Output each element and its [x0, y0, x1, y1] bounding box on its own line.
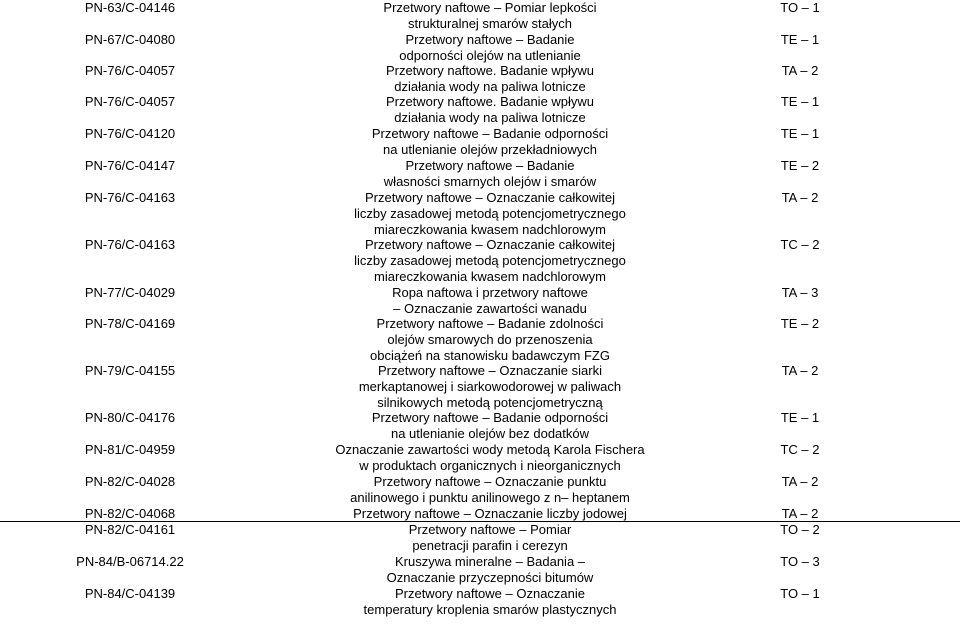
standard-title-line: w produktach organicznych i nieorganicznych	[359, 458, 621, 473]
standard-code: PN-63/C-04146	[84, 0, 176, 15]
standard-title-line: temperatury kroplenia smarów plastycznych	[363, 602, 617, 617]
committee-code: TO – 3	[780, 554, 820, 569]
row-divider	[0, 521, 960, 522]
standard-code: PN-82/C-04161	[84, 522, 176, 537]
standard-code: PN-67/C-04080	[84, 32, 176, 47]
standard-title-line: miareczkowania kwasem nadchlorowym	[374, 222, 606, 237]
standard-title-line: miareczkowania kwasem nadchlorowym	[374, 269, 606, 284]
standard-title-line: olejów smarowych do przenoszenia	[387, 332, 593, 347]
standard-title-line: merkaptanowej i siarkowodorowej w paliwach	[358, 379, 622, 394]
standard-title-line: Oznaczanie zawartości wody metodą Karola Fischera	[335, 442, 645, 457]
standard-code: PN-78/C-04169	[84, 316, 176, 331]
committee-code: TA – 2	[781, 363, 819, 378]
standard-title-line: działania wody na paliwa lotnicze	[394, 110, 586, 125]
standard-title-line: strukturalnej smarów stałych	[408, 16, 572, 31]
standard-code: PN-77/C-04029	[84, 285, 176, 300]
committee-code: TA – 2	[781, 190, 819, 205]
standard-code: PN-76/C-04057	[84, 94, 176, 109]
committee-code: TC – 2	[780, 442, 820, 457]
committee-code: TE – 1	[780, 32, 820, 47]
standard-title-line: Przetwory naftowe – Oznaczanie punktu	[373, 474, 607, 489]
committee-code: TO – 2	[780, 522, 820, 537]
standard-title-line: Przetwory naftowe – Badanie odporności	[371, 126, 609, 141]
standard-title-line: Przetwory naftowe – Pomiar	[408, 522, 572, 537]
standard-code: PN-76/C-04163	[84, 237, 176, 252]
committee-code: TE – 1	[780, 410, 820, 425]
standard-title-line: własności smarnych olejów i smarów	[383, 174, 597, 189]
standard-title-line: Przetwory naftowe – Badanie	[405, 158, 575, 173]
standard-title-line: anilinowego i punktu anilinowego z n– heptanem	[350, 490, 630, 505]
standard-title-line: Ropa naftowa i przetwory naftowe	[392, 285, 588, 300]
standard-code: PN-81/C-04959	[84, 442, 176, 457]
standard-code: PN-76/C-04120	[84, 126, 176, 141]
standard-title-line: Oznaczanie przyczepności bitumów	[386, 570, 594, 585]
standard-title-line: Przetwory naftowe – Oznaczanie	[394, 586, 586, 601]
standard-title-line: Przetwory naftowe. Badanie wpływu	[385, 94, 595, 109]
standard-title-line: Kruszywa mineralne – Badania –	[394, 554, 586, 569]
standard-title-line: penetracji parafin i cerezyn	[412, 538, 568, 553]
standard-title-line: Przetwory naftowe – Oznaczanie liczby jodowej	[353, 506, 627, 521]
committee-code: TA – 2	[781, 474, 819, 489]
standard-code: PN-79/C-04155	[84, 363, 176, 378]
standard-title-line: Przetwory naftowe – Badanie zdolności	[376, 316, 604, 331]
standard-code: PN-82/C-04068	[84, 506, 176, 521]
standard-code: PN-82/C-04028	[84, 474, 176, 489]
standard-code: PN-84/B-06714.22	[76, 554, 184, 569]
standard-title-line: Przetwory naftowe – Badanie odporności	[371, 410, 609, 425]
committee-code: TA – 2	[781, 63, 819, 78]
standard-title-line: Przetwory naftowe – Oznaczanie całkowitej	[364, 237, 615, 252]
committee-code: TE – 1	[780, 126, 820, 141]
standard-code: PN-84/C-04139	[84, 586, 176, 601]
standard-title-line: działania wody na paliwa lotnicze	[394, 79, 586, 94]
standard-title-line: odporności olejów na utlenianie	[399, 48, 581, 63]
committee-code: TE – 2	[780, 158, 820, 173]
standard-title-line: – Oznaczanie zawartości wanadu	[393, 301, 587, 316]
standard-title-line: liczby zasadowej metodą potencjometrycznego	[354, 206, 626, 221]
committee-code: TO – 1	[780, 0, 820, 15]
committee-code: TE – 2	[780, 316, 820, 331]
committee-code: TA – 2	[781, 506, 819, 521]
standard-title-line: obciążeń na stanowisku badawczym FZG	[370, 348, 610, 363]
standard-title-line: Przetwory naftowe – Pomiar lepkości	[383, 0, 597, 15]
standard-title-line: Przetwory naftowe – Oznaczanie siarki	[378, 363, 602, 378]
standard-title-line: silnikowych metodą potencjometryczną	[377, 395, 603, 410]
committee-code: TO – 1	[780, 586, 820, 601]
standard-code: PN-76/C-04057	[84, 63, 176, 78]
standard-code: PN-76/C-04147	[84, 158, 176, 173]
committee-code: TA – 3	[781, 285, 819, 300]
standard-code: PN-80/C-04176	[84, 410, 176, 425]
standard-title-line: Przetwory naftowe. Badanie wpływu	[385, 63, 595, 78]
standard-title-line: Przetwory naftowe – Oznaczanie całkowitej	[364, 190, 615, 205]
standard-title-line: liczby zasadowej metodą potencjometrycznego	[354, 253, 626, 268]
committee-code: TE – 1	[780, 94, 820, 109]
standard-code: PN-76/C-04163	[84, 190, 176, 205]
committee-code: TC – 2	[780, 237, 820, 252]
standard-title-line: na utlenianie olejów przekładniowych	[383, 142, 597, 157]
standard-title-line: Przetwory naftowe – Badanie	[405, 32, 575, 47]
standard-title-line: na utlenianie olejów bez dodatków	[390, 426, 590, 441]
